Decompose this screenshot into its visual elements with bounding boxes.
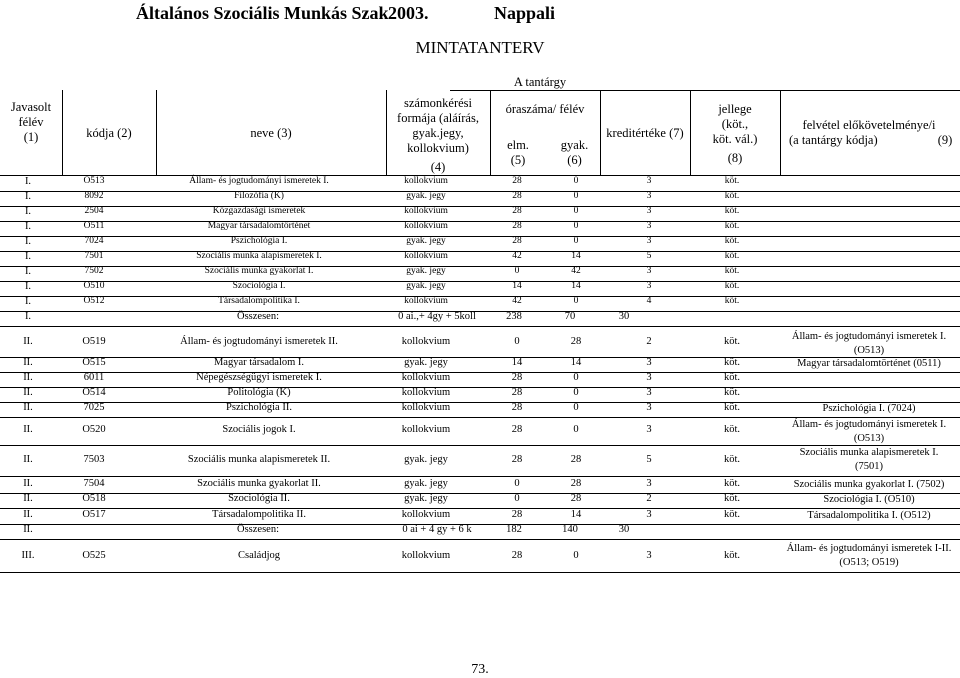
semester-cell: II. (23, 424, 33, 435)
credit-cell: 3 (646, 424, 652, 435)
gyak-cell: 14 (570, 357, 582, 368)
prereq-cell: Szociális munka alapismeretek I. (7501) (799, 447, 939, 472)
elm-cell: 42 (512, 296, 522, 306)
year-label: 2003. (388, 3, 429, 23)
credit-cell: 30 (618, 524, 630, 535)
credit-cell: 5 (646, 251, 652, 261)
exam-cell: gyak. jegy (406, 281, 446, 291)
type-cell: köt. (723, 509, 741, 520)
row-divider (0, 476, 960, 477)
table-row (0, 330, 960, 357)
elm-cell: 0 (514, 493, 520, 504)
gyak-cell: 0 (573, 206, 579, 216)
type-cell: köt. (723, 387, 741, 398)
semester-cell: II. (23, 357, 33, 368)
name-cell: Pszichológia I. (230, 236, 288, 246)
credit-cell: 30 (618, 311, 630, 322)
elm-cell: 28 (511, 372, 523, 383)
code-cell: O513 (83, 176, 105, 186)
semester-cell: II. (23, 336, 33, 347)
name-cell: Pszichológia II. (226, 402, 292, 413)
exam-cell: kollokvium (401, 402, 451, 413)
table-row (0, 387, 960, 402)
prereq-cell: Állam- és jogtudományi ismeretek I. (O513) (791, 331, 947, 356)
table-row (0, 509, 960, 524)
semester-cell: I. (24, 281, 32, 292)
elm-cell: 28 (512, 176, 522, 186)
credit-cell: 3 (646, 176, 652, 186)
credit-header: kreditértéke (7) (606, 126, 684, 140)
code-cell: O519 (82, 336, 106, 347)
credit-cell: 3 (646, 281, 652, 291)
code-cell: 2504 (84, 206, 104, 216)
table-row (0, 402, 960, 417)
column-rule (690, 90, 691, 175)
type-cell: köt. (723, 336, 741, 347)
elm-cell: 28 (511, 509, 523, 520)
code-cell: O525 (82, 550, 106, 561)
exam-cell: kollokvium (404, 296, 448, 306)
exam-cell: gyak. jegy (404, 454, 448, 465)
code-cell: 7025 (83, 402, 105, 413)
prereq-number-header: (9) (937, 133, 953, 147)
credit-cell: 3 (646, 387, 652, 398)
semester-cell: II. (23, 493, 33, 504)
exam-cell: gyak. jegy (404, 493, 448, 504)
gyak-cell: 14 (571, 251, 581, 261)
exam-cell: kollokvium (401, 550, 451, 561)
header-rule (0, 175, 960, 176)
exam-cell: 0 ai + 4 gy + 6 k (402, 524, 472, 535)
table-row (0, 281, 960, 296)
column-rule (600, 90, 601, 175)
semester-cell: I. (24, 266, 32, 277)
code-cell: O520 (82, 424, 106, 435)
code-cell: 7503 (83, 454, 105, 465)
prereq-cell: Társadalompolitika I. (O512) (807, 510, 931, 521)
name-cell: Családjog (238, 550, 280, 561)
name-cell: Közgazdasági ismeretek (212, 206, 306, 216)
type-cell: köt. (724, 281, 740, 291)
header-rule (450, 90, 960, 91)
semester-cell: I. (24, 311, 32, 322)
gyak-cell: 0 (573, 236, 579, 246)
exam-cell: kollokvium (401, 372, 451, 383)
semester-cell: III. (21, 550, 35, 561)
elm-cell: 0 (514, 266, 520, 276)
column-rule (156, 90, 157, 175)
gyak-cell: 28 (570, 478, 582, 489)
code-cell: O515 (82, 357, 106, 368)
name-cell: Társadalompolitika I. (218, 296, 300, 306)
credit-cell: 3 (646, 191, 652, 201)
code-cell: O517 (82, 509, 106, 520)
gyak-cell: 0 (573, 176, 579, 186)
elm-cell: 28 (512, 221, 522, 231)
table-row (0, 542, 960, 572)
credit-cell: 3 (646, 478, 652, 489)
elm-cell: 28 (512, 206, 522, 216)
exam-cell: gyak. jegy (406, 266, 446, 276)
semester-cell: II. (23, 524, 33, 535)
name-cell: Szociális munka gyakorlat I. (204, 266, 314, 276)
column-rule (386, 90, 387, 175)
type-cell: köt. (724, 206, 740, 216)
name-cell: Szociális munka alapismeretek I. (196, 251, 322, 261)
exam-cell: kollokvium (401, 509, 451, 520)
table-row (0, 251, 960, 266)
semester-cell: I. (24, 221, 32, 232)
prereq-header: felvétel előkövetelménye/i (a tantárgy kódja) (789, 118, 936, 147)
code-cell: O510 (83, 281, 105, 291)
program-title: Általános Szociális Munkás Szak (136, 3, 389, 23)
gyak-cell: 0 (573, 550, 579, 561)
credit-cell: 3 (646, 236, 652, 246)
exam-cell: kollokvium (401, 387, 451, 398)
table-row (0, 478, 960, 493)
name-cell: Szociológia I. (232, 281, 286, 291)
type-cell: köt. (724, 176, 740, 186)
summary-row (0, 311, 960, 326)
exam-cell: kollokvium (404, 251, 448, 261)
table-row (0, 296, 960, 311)
code-cell: 8092 (84, 191, 104, 201)
semester-cell: I. (24, 176, 32, 187)
exam-cell: kollokvium (401, 336, 451, 347)
elm-cell: 238 (506, 311, 522, 322)
gyak-cell: 14 (571, 281, 581, 291)
gyak-cell: 0 (573, 296, 579, 306)
elm-cell: 28 (511, 550, 523, 561)
gyak-cell: 0 (573, 372, 579, 383)
name-cell: Szociális munka gyakorlat II. (197, 478, 321, 489)
name-cell: Népegészségügyi ismeretek I. (196, 372, 322, 383)
exam-header: számonkérési formája (aláírás, gyak.jegy, kollokvium) (4) (397, 96, 479, 174)
exam-cell: gyak. jegy (404, 478, 448, 489)
semester-cell: I. (24, 251, 32, 262)
elm-cell: 28 (511, 454, 523, 465)
row-divider (0, 572, 960, 573)
subject-group-header: A tantárgy (513, 75, 567, 89)
table-row (0, 206, 960, 221)
semester-cell: II. (23, 372, 33, 383)
credit-cell: 2 (646, 493, 652, 504)
table-row (0, 236, 960, 251)
prereq-cell: Magyar társadalomtörténet (0511) (797, 358, 941, 369)
code-cell: 6011 (83, 372, 105, 383)
name-cell: Filozófia (K) (234, 191, 284, 201)
exam-cell: gyak. jegy (406, 191, 446, 201)
code-cell: O518 (82, 493, 106, 504)
type-cell: köt. (724, 266, 740, 276)
table-row (0, 266, 960, 281)
semester-cell: II. (23, 402, 33, 413)
name-cell: Állam- és jogtudományi ismeretek I. (189, 176, 329, 186)
elm-cell: 28 (511, 402, 523, 413)
elm-cell: 0 (514, 478, 520, 489)
gyak-cell: 0 (573, 387, 579, 398)
exam-cell: 0 ai.,+ 4gy + 5koll (398, 311, 476, 322)
gyak-cell: 0 (573, 402, 579, 413)
gyak-cell: 14 (570, 509, 582, 520)
type-cell: köt. (724, 236, 740, 246)
type-cell: köt. (724, 251, 740, 261)
elm-header: elm. (5) (507, 138, 529, 167)
elm-cell: 42 (512, 251, 522, 261)
credit-cell: 3 (646, 266, 652, 276)
semester-cell: I. (24, 296, 32, 307)
name-cell: Szociális jogok I. (222, 424, 296, 435)
credit-cell: 3 (646, 550, 652, 561)
semester-cell: I. (24, 191, 32, 202)
prereq-cell: Szociális munka gyakorlat I. (7502) (793, 479, 945, 490)
semester-cell: I. (24, 206, 32, 217)
semester-cell: II. (23, 509, 33, 520)
credit-cell: 3 (646, 509, 652, 520)
credit-cell: 3 (646, 402, 652, 413)
exam-cell: kollokvium (401, 424, 451, 435)
type-cell: köt. (723, 454, 741, 465)
name-cell: Politológia (K) (227, 387, 291, 398)
table-row (0, 418, 960, 445)
code-header: kódja (2) (86, 126, 132, 140)
name-cell: Szociális munka alapismeretek II. (187, 454, 331, 465)
gyak-cell: 0 (573, 424, 579, 435)
elm-cell: 28 (512, 236, 522, 246)
summary-row (0, 524, 960, 539)
gyak-header: gyak. (6) (560, 138, 589, 167)
gyak-cell: 42 (571, 266, 581, 276)
gyak-cell: 0 (573, 221, 579, 231)
table-row (0, 446, 960, 476)
type-cell: köt. (723, 493, 741, 504)
code-cell: O514 (82, 387, 106, 398)
prereq-cell: Szociológia I. (O510) (823, 494, 915, 505)
credit-cell: 3 (646, 357, 652, 368)
type-cell: köt. (724, 296, 740, 306)
credit-cell: 3 (646, 372, 652, 383)
code-cell: O512 (83, 296, 105, 306)
name-cell: Magyar társadalom I. (213, 357, 305, 368)
mode-label: Nappali (494, 3, 556, 23)
semester-cell: II. (23, 478, 33, 489)
page-number: 73. (471, 662, 489, 677)
prereq-cell: Állam- és jogtudományi ismeretek I. (O513) (791, 419, 947, 444)
type-cell: köt. (724, 191, 740, 201)
name-cell: Összesen: (237, 524, 279, 535)
table-row (0, 372, 960, 387)
name-cell: Összesen: (237, 311, 279, 322)
column-rule (780, 90, 781, 175)
column-rule (490, 90, 491, 175)
type-header: jellege (köt., köt. vál.) (8) (712, 102, 758, 165)
elm-cell: 14 (512, 281, 522, 291)
exam-cell: kollokvium (404, 206, 448, 216)
prereq-cell: Pszichológia I. (7024) (822, 403, 916, 414)
elm-cell: 0 (514, 336, 520, 347)
code-cell: 7024 (84, 236, 104, 246)
elm-cell: 14 (511, 357, 523, 368)
gyak-cell: 28 (570, 493, 582, 504)
code-cell: 7504 (83, 478, 105, 489)
type-cell: köt. (723, 357, 741, 368)
gyak-cell: 28 (570, 336, 582, 347)
gyak-cell: 140 (562, 524, 578, 535)
table-row (0, 176, 960, 191)
name-cell: Magyar társadalomtörténet (207, 221, 311, 231)
type-cell: köt. (724, 221, 740, 231)
table-row (0, 493, 960, 508)
gyak-cell: 28 (570, 454, 582, 465)
gyak-cell: 0 (573, 191, 579, 201)
credit-cell: 3 (646, 206, 652, 216)
elm-cell: 28 (511, 424, 523, 435)
name-cell: Társadalompolitika II. (212, 509, 306, 520)
type-cell: köt. (723, 402, 741, 413)
credit-cell: 2 (646, 336, 652, 347)
elm-cell: 182 (506, 524, 522, 535)
type-cell: köt. (723, 550, 741, 561)
row-divider (0, 326, 960, 327)
exam-cell: gyak. jegy (404, 357, 448, 368)
elm-cell: 28 (512, 191, 522, 201)
name-cell: Állam- és jogtudományi ismeretek II. (180, 336, 338, 347)
table-row (0, 221, 960, 236)
code-cell: 7501 (84, 251, 104, 261)
type-cell: köt. (723, 478, 741, 489)
credit-cell: 5 (646, 454, 652, 465)
semester-cell: II. (23, 387, 33, 398)
prereq-cell: Állam- és jogtudományi ismeretek I-II. (O513; O519) (786, 543, 952, 568)
row-divider (0, 539, 960, 540)
type-cell: köt. (723, 372, 741, 383)
exam-cell: kollokvium (404, 176, 448, 186)
column-rule (62, 90, 63, 175)
semester-cell: II. (23, 454, 33, 465)
hours-header: óraszáma/ félév (505, 102, 585, 116)
name-header: neve (3) (250, 126, 292, 140)
credit-cell: 3 (646, 221, 652, 231)
code-cell: O511 (83, 221, 105, 231)
exam-cell: kollokvium (404, 221, 448, 231)
elm-cell: 28 (511, 387, 523, 398)
table-row (0, 357, 960, 372)
type-cell: köt. (723, 424, 741, 435)
name-cell: Szociológia II. (228, 493, 290, 504)
code-cell: 7502 (84, 266, 104, 276)
exam-cell: gyak. jegy (406, 236, 446, 246)
table-row (0, 191, 960, 206)
semester-header: Javasolt félév (1) (10, 100, 52, 144)
page-subtitle: MINTATANTERV (415, 38, 545, 57)
semester-cell: I. (24, 236, 32, 247)
credit-cell: 4 (646, 296, 652, 306)
gyak-cell: 70 (564, 311, 576, 322)
